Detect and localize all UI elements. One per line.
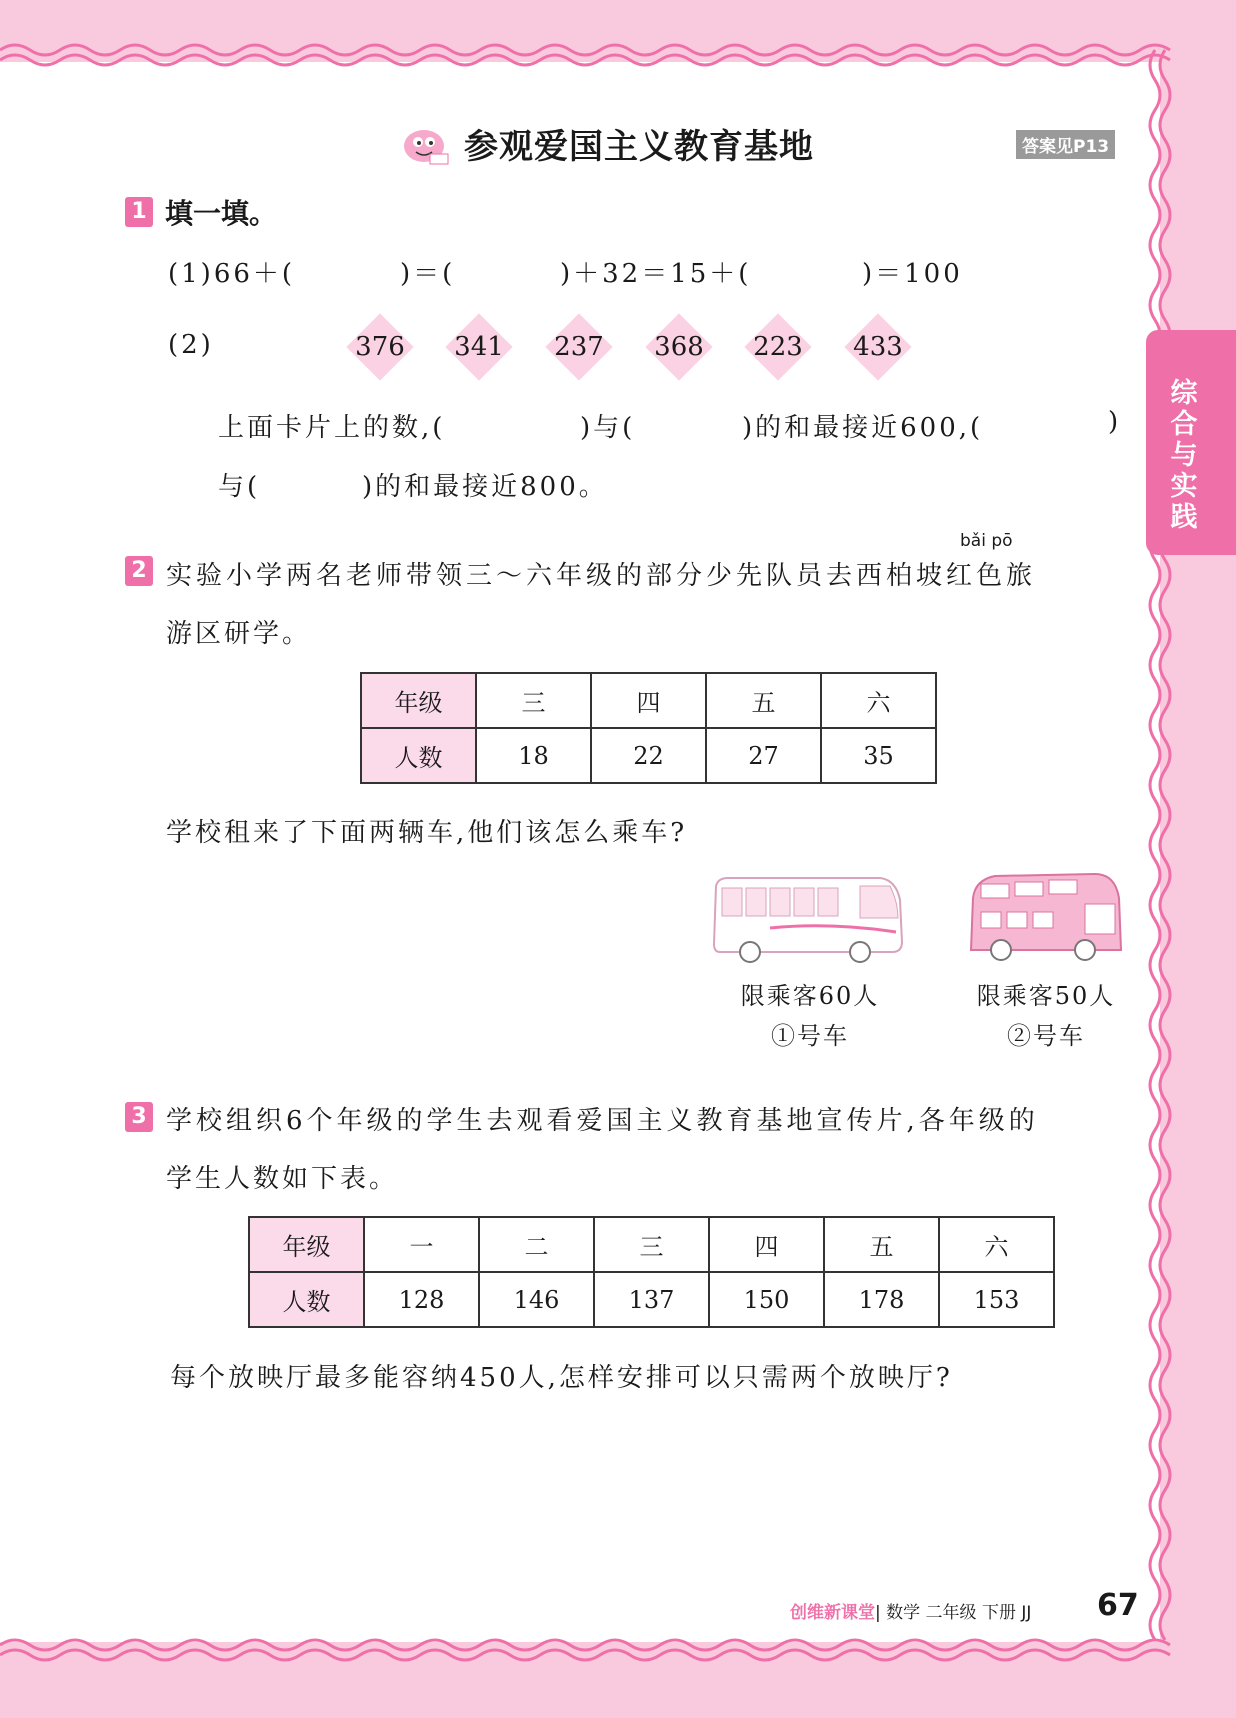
table-cell: 18	[476, 728, 591, 783]
table-cell: 137	[594, 1272, 709, 1327]
table-cell: 六	[939, 1217, 1054, 1272]
table-cell: 四	[591, 673, 706, 728]
side-tab	[1146, 330, 1236, 555]
footer-info: | 数学 二年级 下册 JJ	[875, 1603, 1032, 1623]
table-cell: 128	[364, 1272, 479, 1327]
q3-text-line1: 学校组织6个年级的学生去观看爱国主义教育基地宣传片,各年级的	[166, 1106, 1039, 1136]
table-cell: 150	[709, 1272, 824, 1327]
table-cell: 五	[824, 1217, 939, 1272]
table-header-cell: 人数	[249, 1272, 364, 1327]
q1-part1-d: )＝100	[862, 259, 963, 289]
side-tab-label: 综合与实践	[1170, 378, 1198, 533]
table-row	[249, 1272, 1054, 1327]
q1-line2-a: 与(	[218, 472, 261, 502]
bus-2-name: ②号车	[1007, 1022, 1085, 1050]
bus-2-capacity: 限乘客50人	[976, 982, 1116, 1010]
bus-1-capacity: 限乘客60人	[740, 982, 880, 1010]
question-1-number: 1	[125, 197, 153, 227]
table-cell: 153	[939, 1272, 1054, 1327]
page-header	[400, 118, 920, 168]
table-row	[361, 673, 936, 728]
table-cell: 27	[706, 728, 821, 783]
bus-2-icon	[965, 868, 1125, 964]
table-header-cell: 年级	[249, 1217, 364, 1272]
q3-question: 每个放映厅最多能容纳450人,怎样安排可以只需两个放映厅?	[170, 1363, 953, 1393]
table-cell: 三	[594, 1217, 709, 1272]
table-row	[361, 728, 936, 783]
q2-question: 学校租来了下面两辆车,他们该怎么乘车?	[166, 818, 688, 848]
page-title: 参观爱国主义教育基地	[464, 126, 814, 167]
table-cell: 35	[821, 728, 936, 783]
number-card: 223	[733, 317, 823, 377]
table-cell: 一	[364, 1217, 479, 1272]
table-cell: 178	[824, 1272, 939, 1327]
table-cell: 二	[479, 1217, 594, 1272]
mascot-icon	[400, 118, 452, 168]
table-row	[249, 1217, 1054, 1272]
question-1-heading: 填一填。	[165, 197, 278, 230]
bus-1-name: ①号车	[771, 1022, 849, 1050]
table-cell: 五	[706, 673, 821, 728]
table-cell: 六	[821, 673, 936, 728]
footer	[790, 1598, 1031, 1623]
number-card: 376	[335, 317, 425, 377]
q1-line1-b: )与(	[580, 413, 636, 443]
q1-part1-c: )＋32＝15＋(	[560, 259, 752, 289]
q1-part2-label: (2)	[168, 330, 214, 360]
q2-table	[360, 672, 937, 784]
pinyin-annotation: bǎi pō	[960, 531, 1013, 551]
question-2-number: 2	[125, 556, 153, 586]
table-header-cell: 人数	[361, 728, 476, 783]
table-cell: 22	[591, 728, 706, 783]
table-cell: 三	[476, 673, 591, 728]
q1-line2-b: )的和最接近800。	[362, 472, 608, 502]
bus-1-icon	[710, 872, 906, 964]
footer-brand: 创维新课堂	[790, 1603, 875, 1623]
number-card: 237	[534, 317, 624, 377]
number-card: 341	[434, 317, 524, 377]
table-cell: 146	[479, 1272, 594, 1327]
q1-part1-a: (1)66＋(	[168, 259, 296, 289]
q3-text-line2: 学生人数如下表。	[166, 1164, 399, 1194]
q1-line1-d: )	[1108, 407, 1122, 437]
q2-text-line1: 实验小学两名老师带领三～六年级的部分少先队员去西柏坡红色旅	[166, 561, 1037, 591]
q1-line1-a: 上面卡片上的数,(	[218, 413, 446, 443]
q1-line1-c: )的和最接近600,(	[742, 413, 984, 443]
number-card: 368	[634, 317, 724, 377]
q1-part1-b: )＝(	[400, 259, 456, 289]
q2-text-line2: 游区研学。	[166, 619, 312, 649]
table-header-cell: 年级	[361, 673, 476, 728]
q3-table	[248, 1216, 1055, 1328]
table-cell: 四	[709, 1217, 824, 1272]
number-card: 433	[833, 317, 923, 377]
page-number: 67	[1097, 1588, 1139, 1623]
question-3-number: 3	[125, 1102, 153, 1132]
answer-reference: 答案见P13	[1016, 130, 1115, 159]
